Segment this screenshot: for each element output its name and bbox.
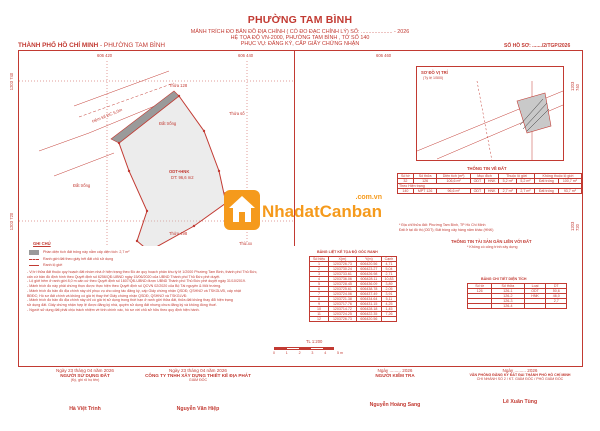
legend-item-3: Ranh lộ giới bbox=[43, 263, 63, 267]
sig4-role: VĂN PHÒNG ĐĂNG KÝ ĐẤT ĐAI THÀNH PHỐ HỒ CHÍ MINH bbox=[469, 373, 571, 377]
road-label: Hẻm kế ĐC 5,0m bbox=[91, 107, 123, 124]
scale-mark-2: 2 bbox=[298, 351, 301, 355]
sig2-date: Ngày 23 tháng 04 năm 2026 bbox=[169, 368, 227, 373]
inset-scale: (Tỷ lệ 1/500) bbox=[423, 76, 444, 80]
l2-6: 2,7 m² bbox=[517, 189, 535, 194]
watermark-brand-text: NhadatCanban bbox=[262, 202, 382, 221]
note-2: - Lộ giới hẻm ở ranh giới 8,0 m cấn cứ theo Quyết định số 1607/QĐ-UBND được UBND Thành phố Thủ Đức phê duyệt ngày 31/10/2019. bbox=[27, 279, 246, 284]
d4-2 bbox=[524, 304, 546, 309]
coord-cell: 1,45 bbox=[381, 307, 396, 312]
l2-2: 96,6 m² bbox=[437, 189, 470, 194]
coord-cell: 1203725.61 bbox=[329, 287, 357, 292]
coord-cell: 606420.56 bbox=[356, 262, 381, 267]
coord-cell: 5 bbox=[310, 282, 329, 287]
coord-cell: 1203714.72 bbox=[329, 307, 357, 312]
coord-cell: 1203724.25 bbox=[329, 312, 357, 317]
header-line-3: PHỤC VỤ: ĐĂNG KÝ, CẤP GIẤY CHỨNG NHẬN bbox=[240, 41, 360, 47]
coord-cell: 1203730.24 bbox=[329, 267, 357, 272]
note-0: - Vị trí thửa đất thuộc quy hoạch đất nhóm nhà ở hiện trạng theo Đồ án quy hoạch phân khu tỷ lệ 1/2000 Phường Tam Bình, thành phố Thủ Đức, bbox=[27, 270, 258, 274]
l2-0: 140 bbox=[398, 189, 414, 194]
coord-cell: 1203721.38 bbox=[329, 297, 357, 302]
coord-cell: 10,83 bbox=[381, 277, 396, 282]
grid-tick-top-2: 606 440 bbox=[238, 53, 254, 58]
coord-cell: 4,25 bbox=[381, 302, 396, 307]
l2-4: HNK bbox=[485, 189, 499, 194]
l1-1: 126 bbox=[413, 179, 437, 184]
coord-cell: 5,04 bbox=[381, 267, 396, 272]
ch-0: Số hiệu bbox=[310, 257, 329, 262]
coord-cell: 2 bbox=[310, 267, 329, 272]
area-label: DT: 96,6 m2 bbox=[171, 175, 194, 180]
thua-right-label: Thửa số bbox=[229, 111, 245, 116]
d3-1: 126-3 bbox=[492, 299, 524, 304]
coord-cell: 1203726.73 bbox=[329, 262, 357, 267]
sig1-date: Ngày 23 tháng 04 năm 2026 bbox=[56, 368, 114, 373]
grid-tick-top-3: 606 460 bbox=[376, 53, 392, 58]
sig2-name: Nguyễn Văn Hiệp bbox=[176, 406, 220, 412]
signature-3 bbox=[340, 368, 450, 408]
ghi-chu-notes bbox=[27, 270, 297, 312]
coord-cell: 8 bbox=[310, 297, 329, 302]
grid-tick-top-1: 606 420 bbox=[97, 53, 113, 58]
l2-8: 93,7 m² bbox=[558, 189, 581, 194]
coord-table-title: BẢNG LIỆT KÊ TỌA ĐỘ GÓC RANH bbox=[317, 250, 378, 254]
scale-label: TL 1:200 bbox=[306, 339, 323, 344]
d1-3: 50,6 bbox=[546, 289, 567, 294]
watermark-brand bbox=[262, 194, 382, 222]
sig2-role: CÔNG TY TNHH XÂY DỰNG THIẾT KẾ ĐỊA PHÁT bbox=[145, 373, 251, 378]
sig4-sub: CHI NHÁNH SỐ 2 / KT. GIÁM ĐỐC / PHÓ GIÁM ĐỐC bbox=[476, 377, 564, 381]
grid-tick-right-2: 1203 720 bbox=[570, 221, 580, 231]
lh-7: Không thuộc lộ giới bbox=[534, 174, 581, 179]
d2-3: 46,0 bbox=[546, 294, 567, 299]
adjacent-subtitle: * Không có công trình xây dựng bbox=[467, 245, 518, 249]
lh-0: Số tờ bbox=[398, 174, 414, 179]
l1-4: HNK bbox=[485, 179, 499, 184]
note-6: - Mảnh trích đo bản đồ địa chính này chỉ có giá trị sử dụng trong thời hạn ở ranh giới thửa đất, thửa đất không thay đổi hiện trạng bbox=[27, 298, 233, 303]
location-inset bbox=[416, 66, 564, 161]
note-7: sử dụng đất. Giấy chứng nhận hợp lệ được đăng ký nhà, quyền sử dụng đất nhưng chưa đăng ký và không đóng thuế. bbox=[27, 302, 217, 307]
coord-cell: 1 bbox=[310, 262, 329, 267]
dat-trong-label: Đất trống bbox=[159, 121, 177, 126]
house-icon bbox=[224, 190, 260, 230]
city-label: THÀNH PHỐ HỒ CHÍ MINH - PHƯỜNG TAM BÌNH bbox=[18, 42, 166, 49]
scale-marks bbox=[273, 351, 343, 355]
coord-cell: 3 bbox=[310, 272, 329, 277]
coord-cell: 1203724.06 bbox=[329, 292, 357, 297]
coord-cell: 606437.49 bbox=[356, 292, 381, 297]
coord-cell: 3,91 bbox=[381, 292, 396, 297]
coord-cell: 606436.09 bbox=[356, 282, 381, 287]
l2-3: ODT bbox=[470, 189, 484, 194]
note-3: - Mảnh trích đo này phải chứng thực được thực hiện theo Quyết định số QCVN 02/2020 của Bộ Tài nguyên & Môi trường. bbox=[27, 284, 222, 289]
l1-0: 32 bbox=[398, 179, 414, 184]
scale-mark-3: 3 bbox=[311, 351, 314, 355]
sig1-name: Hà Việt Trinh bbox=[69, 406, 101, 412]
scale-mark-4: 4 bbox=[324, 351, 327, 355]
land-info-table bbox=[397, 173, 582, 194]
thu-xx-label: Thừ xx bbox=[239, 241, 253, 246]
coord-cell: 1203736.06 bbox=[329, 277, 357, 282]
d2-1: 126-2 bbox=[492, 294, 524, 299]
land-note-2: Đất ở tại đô thị (ODT); Đất trồng cây hàng năm khác (HNK) bbox=[399, 228, 494, 232]
grid-tick-right-1: 1203 740 bbox=[570, 81, 580, 91]
sig2-sub: GIÁM ĐỐC bbox=[188, 378, 208, 382]
d0-0: Số tờ bbox=[468, 284, 492, 289]
legend-item-1: Phần diện tích đất trống này nằm cấp diện tích: 2,7 m² bbox=[43, 250, 130, 254]
l2-5: 2,7 m² bbox=[499, 189, 517, 194]
signature-2 bbox=[128, 368, 268, 412]
d2-2: HNK bbox=[524, 294, 546, 299]
d4-1: 126-4 bbox=[492, 304, 524, 309]
d3-3: 2,7 bbox=[546, 299, 567, 304]
l1-7: Đất trống bbox=[534, 179, 558, 184]
coord-cell: 4 bbox=[310, 277, 329, 282]
coord-cell: 3,89 bbox=[381, 282, 396, 287]
note-1: cấn cứ bản đồ định hình theo Quyết định số 6256/QĐ-UBND ngày 15/06/2020 của UBND Thành phố Thủ Đức phê duyệt. bbox=[27, 274, 221, 279]
coord-row bbox=[310, 317, 397, 322]
coord-cell: 606426.98 bbox=[356, 272, 381, 277]
d4-0 bbox=[468, 304, 492, 309]
scale-mark-1: 1 bbox=[285, 351, 288, 355]
scale-mark-5: 5 m bbox=[336, 351, 343, 355]
d0-1: Số thửa bbox=[492, 284, 524, 289]
coord-cell: 606434.64 bbox=[356, 297, 381, 302]
d1-2: ODT bbox=[524, 289, 546, 294]
d0-2: Loại bbox=[524, 284, 546, 289]
lh-1: Số thửa bbox=[413, 174, 437, 179]
coord-cell bbox=[381, 317, 396, 322]
adjacent-title: THÔNG TIN TÀI SẢN GẮN LIỀN VỚI ĐẤT bbox=[451, 239, 532, 244]
sig1-sub: (Ký, ghi rõ họ tên) bbox=[70, 378, 100, 382]
lh-3: Mục đích bbox=[470, 174, 499, 179]
d4-3 bbox=[546, 304, 567, 309]
document-title: PHƯỜNG TAM BÌNH bbox=[247, 14, 353, 26]
land-note-1: * Địa chỉ thửa đất: Phường Tam Bình, TP Hồ Chí Minh bbox=[399, 223, 486, 227]
coord-cell: 606428.11 bbox=[356, 277, 381, 282]
legend-item-2: Ranh giới đất theo giấy hết đất chủ sử dụng bbox=[43, 257, 114, 261]
header-line-1: MẢNH TRÍCH ĐO BẢN ĐỒ ĐỊA CHÍNH ( CÓ ĐO ĐẠC CHỈNH LÝ) SỐ: ..................... - 2026 bbox=[190, 29, 410, 35]
note-5: BĐĐC; Hồ sơ đất chính và không có giá trị thay thế Giấy chứng nhận QSDĐ, QSHNƠ và TSKGLVĐ. bbox=[27, 293, 188, 298]
coord-cell: 10 bbox=[310, 307, 329, 312]
coord-cell: 4,71 bbox=[381, 262, 396, 267]
signature-1 bbox=[30, 368, 140, 412]
lh-2: Diện tích (m²) bbox=[437, 174, 470, 179]
d0-3: DT bbox=[546, 284, 567, 289]
d1-1: 126-1 bbox=[492, 289, 524, 294]
land-section-2: Theo Hiện trạng bbox=[398, 184, 582, 189]
watermark-logo-icon bbox=[224, 190, 260, 230]
coord-cell: 5,11 bbox=[381, 297, 396, 302]
sig1-role: NGƯỜI SỬ DỤNG ĐẤT bbox=[60, 373, 110, 378]
signature-4 bbox=[450, 368, 590, 405]
coord-cell: 606422.35 bbox=[356, 312, 381, 317]
grid-tick-left-2: 1203 720 bbox=[9, 212, 15, 231]
scale-bar bbox=[274, 347, 334, 350]
d1-0: 126 bbox=[468, 289, 492, 294]
l1-6: 5,2 m² bbox=[517, 179, 535, 184]
l1-5: 5,2 m² bbox=[499, 179, 517, 184]
note-8: - Người sử dụng đất phải chịu trách nhiệm về tính chính xác, hồ sơ với chủ sở hữu theo quy định hiện hành. bbox=[27, 307, 200, 312]
sig3-name: Nguyễn Hoàng Sang bbox=[369, 402, 421, 408]
header-line-2: HỆ TỌA ĐỘ VN-2000, PHƯỜNG TAM BÌNH , TỜ SỐ 140 bbox=[230, 35, 370, 41]
inset-map bbox=[417, 81, 563, 161]
ch-1: X(m) bbox=[329, 257, 357, 262]
watermark-domain: .com.vn bbox=[355, 194, 382, 201]
coord-cell: 1203733.61 bbox=[329, 272, 357, 277]
coord-cell: 9 bbox=[310, 302, 329, 307]
coord-cell: 1203717.76 bbox=[329, 302, 357, 307]
legend-line-1 bbox=[29, 259, 39, 260]
l2-7: Đất trống bbox=[534, 189, 558, 194]
ch-2: Y(m) bbox=[356, 257, 381, 262]
coord-cell: 606420.56 bbox=[356, 317, 381, 322]
sig3-role: NGƯỜI KIỂM TRA bbox=[375, 373, 415, 378]
inset-title: SƠ ĐỒ VỊ TRÍ bbox=[421, 70, 448, 75]
sig3-date: Ngày ......... 2026 bbox=[377, 368, 413, 373]
lh-5: Thuộc lộ giới bbox=[499, 174, 535, 179]
coord-cell: 12 bbox=[310, 317, 329, 322]
coord-cell: 2,71 bbox=[381, 272, 396, 277]
scale-mark-0: 0 bbox=[273, 351, 275, 355]
coord-cell: 606423.27 bbox=[356, 267, 381, 272]
sig4-date: Ngày ......... 2026 bbox=[502, 368, 538, 373]
coord-table bbox=[309, 256, 397, 322]
detail-table-title: BẢNG CHI TIẾT DIỆN TÍCH bbox=[481, 277, 527, 281]
coord-cell: 606428.18 bbox=[356, 307, 381, 312]
note-4: - Mảnh trích đo bản đồ địa chính này chỉ phục vụ cho công tác đăng ký, cấp Giấy chứng nhận QSDĐ, QSHNƠ và TSKGLVĐ, cấp nhật bbox=[27, 288, 241, 293]
l1-2: 106,6 m² bbox=[437, 179, 470, 184]
coord-cell: 6 bbox=[310, 287, 329, 292]
coord-cell: 7,26 bbox=[381, 312, 396, 317]
thua-bottom-label: Thửa 498 bbox=[169, 231, 188, 236]
land-info-title: THÔNG TIN VỀ ĐẤT bbox=[467, 166, 507, 171]
legend-swatch-gray bbox=[29, 250, 39, 255]
l1-3: ODT bbox=[470, 179, 484, 184]
thua-top-label: Thửa 128 bbox=[169, 83, 188, 88]
coord-cell: 7 bbox=[310, 292, 329, 297]
l2-1: MPT 126 bbox=[413, 189, 437, 194]
so-ho-so: SỐ HỒ SƠ: ......./2/TGP/2026 bbox=[504, 43, 571, 49]
coord-cell: 11 bbox=[310, 312, 329, 317]
signature-block bbox=[10, 368, 590, 428]
coord-cell: 1203728.45 bbox=[329, 282, 357, 287]
odt-hnk-label: ODT+HNK bbox=[169, 169, 190, 174]
legend-line-2 bbox=[29, 265, 39, 266]
coord-cell: 2,05 bbox=[381, 287, 396, 292]
ghi-chu-heading: GHI CHÚ bbox=[33, 241, 51, 246]
dat-trong-label-2: Đất trống bbox=[73, 183, 91, 188]
coord-cell: 606431.15 bbox=[356, 302, 381, 307]
sig4-name: Lê Xuân Tùng bbox=[502, 399, 538, 405]
coord-cell: 1203726.73 bbox=[329, 317, 357, 322]
l1-8: 100,7 m² bbox=[558, 179, 581, 184]
grid-tick-left-1: 1203 740 bbox=[9, 72, 15, 91]
detail-table bbox=[467, 283, 567, 309]
ch-3: Cạnh bbox=[381, 257, 396, 262]
coord-cell: 606438.78 bbox=[356, 287, 381, 292]
